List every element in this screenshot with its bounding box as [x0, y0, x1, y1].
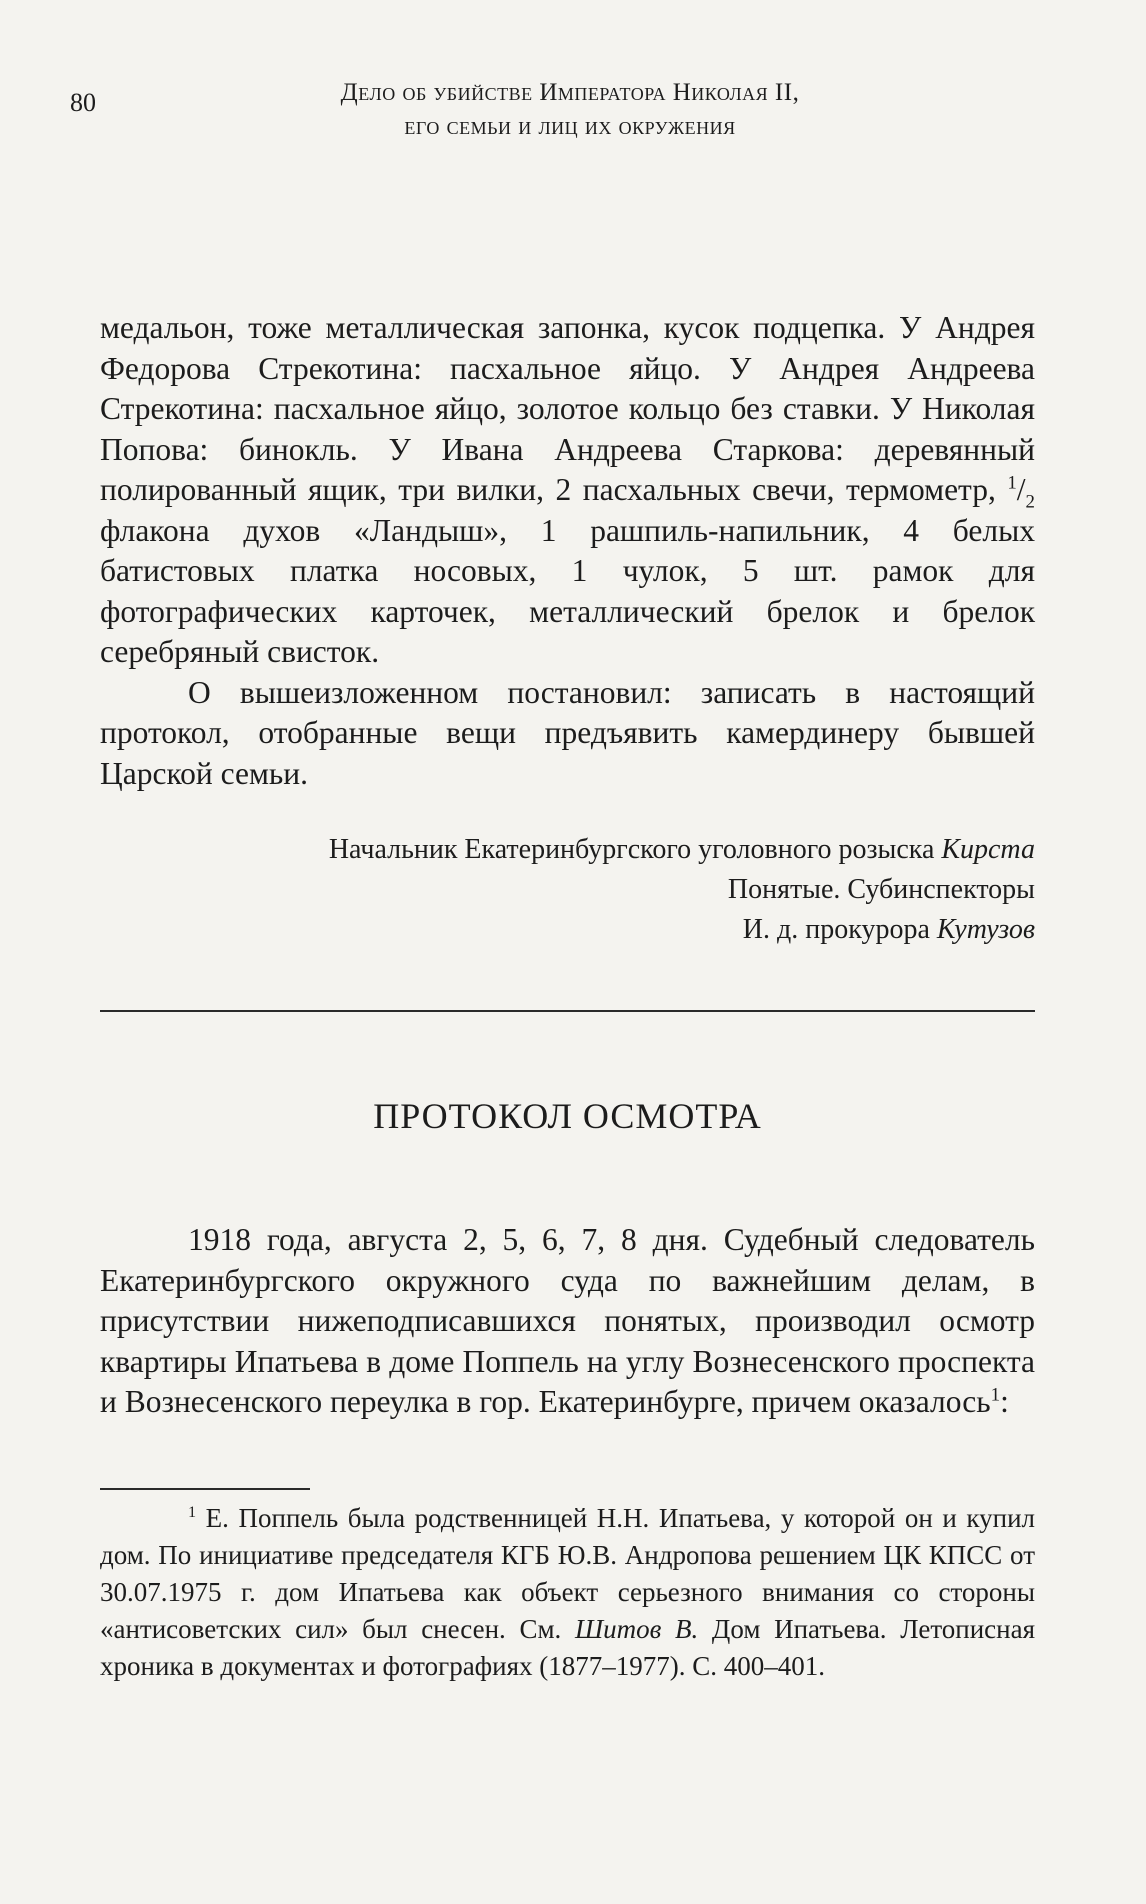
footnote-reference: 1	[990, 1384, 1001, 1406]
signature-name: Кирста	[941, 834, 1035, 865]
page-number: 80	[70, 88, 96, 117]
signature-line-witnesses: Понятые. Субинспекторы	[727, 874, 1035, 905]
running-head-line-2: его семьи и лиц их окружения	[404, 113, 736, 140]
signature-name: Кутузов	[936, 914, 1035, 945]
paragraph-inventory	[100, 308, 1035, 673]
section-title: ПРОТОКОЛ ОСМОТРА	[373, 1096, 762, 1136]
paragraph-inventory-text-rest: флакона духов «Ландыш», 1 рашпиль-напильник, 4 белых батистовых платка носовых, 1 чулок, 5 шт. рамок для фотографических карточек, металлический брелок и брелок серебряный свисток.	[100, 512, 1035, 669]
fraction-denominator: 2	[1025, 491, 1035, 513]
running-head	[240, 76, 900, 144]
paragraph-inspection-end: :	[1000, 1384, 1009, 1419]
paragraph-inspection	[100, 1220, 1035, 1423]
footnote-text	[100, 1500, 1035, 1685]
footnote-author: Шитов В.	[574, 1614, 699, 1644]
footnote-text-b: Дом Ипатьева. Летописная хроника в документах и фотографиях (1877–1977). С. 400–401.	[100, 1614, 1036, 1681]
signature-block	[100, 830, 1035, 950]
signature-line-chief	[100, 830, 1035, 870]
signature-line-prosecutor	[100, 910, 1035, 950]
section-divider	[100, 1010, 1035, 1012]
body-text-top	[100, 308, 1035, 794]
footnote-divider	[100, 1488, 310, 1490]
fraction-half: $^1/_2$	[1007, 472, 1035, 513]
footnote-marker: 1	[188, 1503, 197, 1521]
signature-title: И. д. прокурора	[742, 914, 937, 945]
paragraph-resolution: О вышеизложенном постановил: записать в настоящий протокол, отобранные вещи предъявить камердинеру бывшей Царской семьи.	[100, 674, 1035, 791]
running-head-line-1: Дело об убийстве Императора Николая II,	[340, 79, 800, 106]
footnote-text-a: Е. Поппель была родственницей Н.Н. Ипатьева, у которой он и купил дом. По инициативе председателя КГБ Ю.В. Андропова решением ЦК КПСС от 30.07.1975 г. дом Ипатьева как объект серьезного внимания со стороны «антисоветских сил» был снесен. См.	[100, 1503, 1035, 1644]
body-text-bottom	[100, 1220, 1035, 1423]
fraction-numerator: 1	[1007, 472, 1017, 494]
signature-title: Начальник Екатеринбургского уголовного розыска	[328, 834, 942, 865]
footnote	[100, 1500, 1035, 1685]
paragraph-inventory-text: медальон, тоже металлическая запонка, кусок подцепка. У Андрея Федорова Стрекотина: пасхальное яйцо. У Андрея Андреева Стрекотина: пасхальное яйцо, золотое кольцо без ставки. У Николая Попова: бинокль. У Ивана Андреева Старкова: деревянный полированный ящик, три вилки, 2 пасхальных свечи, термометр,	[100, 310, 1035, 507]
paragraph-inspection-text: 1918 года, августа 2, 5, 6, 7, 8 дня. Судебный следователь Екатеринбургского окружного суда по важнейшим делам, в присутствии нижеподписавшихся понятых, производил осмотр квартиры Ипатьева в доме Поппель на углу Вознесенского проспекта и Вознесенского переулка в гор. Екатеринбурге, причем оказалось	[100, 1222, 1035, 1419]
